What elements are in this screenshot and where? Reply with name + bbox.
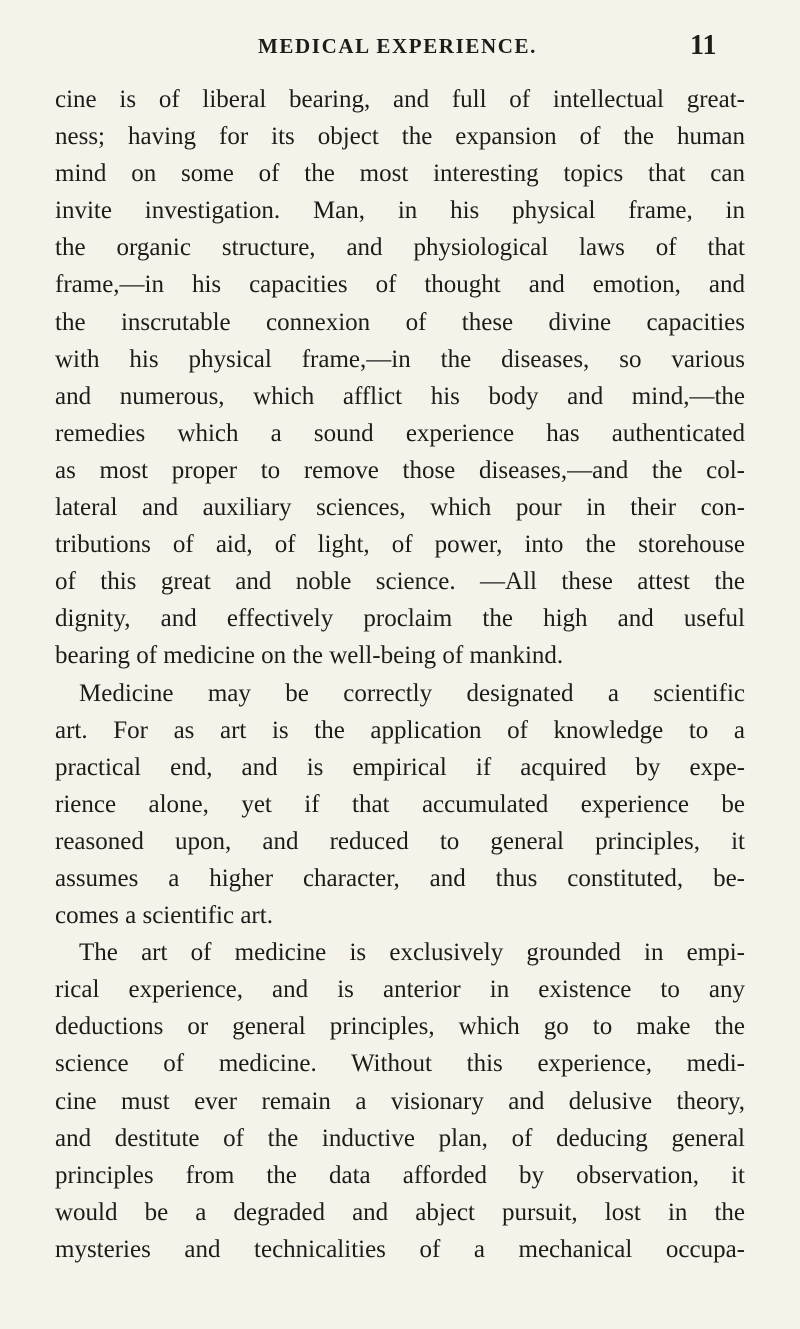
text-line: invite investigation. Man, in his physical frame, in: [55, 197, 745, 225]
text-line: mysteries and technicalities of a mechanical occupa-: [55, 1235, 745, 1263]
text-line: ness; having for its object the expansion of the human: [55, 123, 745, 151]
text-line: assumes a higher character, and thus constituted, be-: [55, 864, 745, 892]
text-line: with his physical frame,—in the diseases, so various: [55, 345, 745, 373]
text-line: comes a scientific art.: [55, 902, 273, 930]
text-line: rical experience, and is anterior in existence to any: [55, 976, 745, 1004]
text-line: cine is of liberal bearing, and full of intellectual great-: [55, 86, 745, 113]
text-line: the organic structure, and physiological laws of that: [55, 234, 745, 262]
page-number: 11: [690, 30, 717, 61]
text-line: and numerous, which afflict his body and mind,—the: [55, 382, 745, 410]
text-line: remedies which a sound experience has authenticated: [55, 419, 745, 447]
text-line: and destitute of the inductive plan, of deducing general: [55, 1124, 745, 1152]
text-line: reasoned upon, and reduced to general principles, it: [55, 827, 745, 855]
text-line: mind on some of the most interesting topics that can: [55, 160, 745, 188]
text-line: The art of medicine is exclusively grounded in empi-: [79, 939, 745, 967]
text-line: bearing of medicine on the well-being of mankind.: [55, 642, 564, 670]
body-text: [55, 81, 745, 1268]
text-line: art. For as art is the application of knowledge to a: [55, 716, 745, 744]
text-line: frame,—in his capacities of thought and emotion, and: [55, 271, 745, 299]
text-line: tributions of aid, of light, of power, into the storehouse: [55, 531, 745, 559]
text-line: would be a degraded and abject pursuit, lost in the: [55, 1198, 745, 1226]
text-line: Medicine may be correctly designated a scientific: [79, 679, 745, 707]
text-line: lateral and auxiliary sciences, which pour in their con-: [55, 494, 745, 522]
text-line: science of medicine. Without this experience, medi-: [55, 1050, 745, 1078]
text-line: dignity, and effectively proclaim the high and useful: [55, 605, 745, 633]
text-line: deductions or general principles, which go to make the: [55, 1013, 745, 1041]
text-line: the inscrutable connexion of these divine capacities: [55, 308, 745, 336]
text-line: as most proper to remove those diseases,—and the col-: [55, 456, 745, 484]
text-line: of this great and noble science. —All these attest the: [55, 568, 745, 596]
text-line: rience alone, yet if that accumulated experience be: [55, 790, 745, 818]
text-line: principles from the data afforded by observation, it: [55, 1161, 745, 1189]
running-head: [0, 28, 800, 64]
running-title: MEDICAL EXPERIENCE.: [258, 34, 537, 58]
text-line: practical end, and is empirical if acquired by expe-: [55, 753, 745, 781]
text-line: cine must ever remain a visionary and delusive theory,: [55, 1087, 745, 1115]
